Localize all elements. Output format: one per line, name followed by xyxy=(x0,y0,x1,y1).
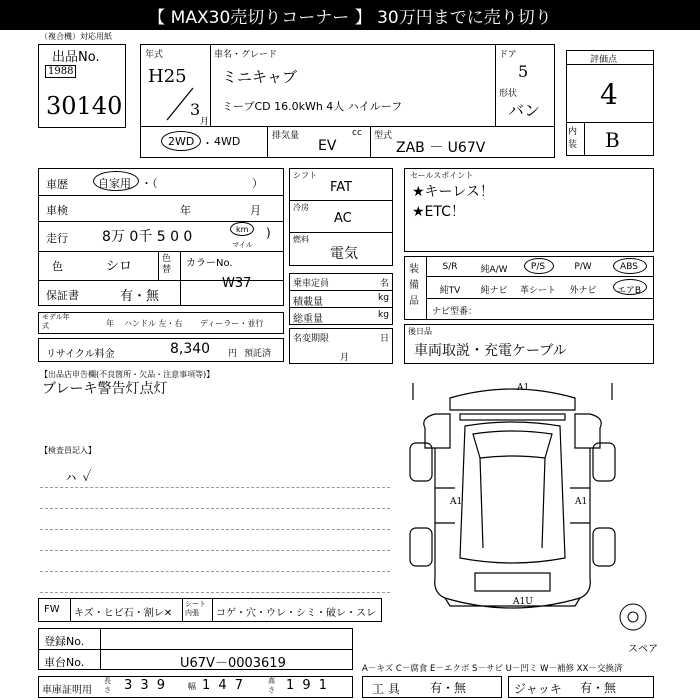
chassis-label: 車台No. xyxy=(44,656,85,669)
jack-label: ジャッキ xyxy=(514,682,562,696)
cert-label: 車庫証明用 xyxy=(42,685,92,696)
year-label: 年式 xyxy=(145,50,164,60)
color-changed: 色替 xyxy=(162,254,172,275)
equip-ps: P/S xyxy=(530,262,546,272)
damage-bottom: A1U xyxy=(513,597,533,607)
equip-airbag-circle xyxy=(613,279,647,295)
seller-notes-label: 【出品店申告欄(不良箇所・欠品・注意事項等)】 xyxy=(40,370,215,379)
color-code: W37 xyxy=(222,276,252,291)
equip-airbag: エアB xyxy=(616,286,642,296)
score-label: 評価点 xyxy=(590,55,618,65)
cert-width: 1 4 7 xyxy=(202,678,246,693)
recycle-label: リサイクル料金 xyxy=(46,349,115,360)
doors-value: 5 xyxy=(518,62,529,81)
selling-point-1: ★キーレス！ xyxy=(412,184,494,200)
equip-ps-circle xyxy=(524,258,554,274)
change-date-month: 月 xyxy=(340,353,350,363)
equip-sr: S/R xyxy=(442,262,458,272)
change-date-day: 日 xyxy=(380,334,390,344)
fw-label: FW xyxy=(44,604,60,615)
model-year-year: 年 xyxy=(106,319,114,328)
shift-value: FAT xyxy=(330,180,353,195)
fuel-value: 電気 xyxy=(330,246,358,262)
selling-point-2: ★ETC！ xyxy=(412,204,465,220)
ac-label: 冷房 xyxy=(293,203,309,212)
equip-nav-model: ナビ型番： xyxy=(432,307,478,317)
equip-ext-nav: 外ナビ xyxy=(569,286,597,296)
capacity-label: 乗車定員 xyxy=(293,279,330,289)
car-name-label: 車名・グレード xyxy=(214,50,278,60)
history-circle xyxy=(93,171,139,191)
drive-dot: ・ xyxy=(202,137,213,150)
doors-label: ドア xyxy=(499,50,517,60)
capacity-unit: 名 xyxy=(380,279,390,289)
color-value: シロ xyxy=(106,259,133,274)
recycle-value: 8,340 xyxy=(170,341,211,357)
tools-label: 工 具 xyxy=(372,682,400,696)
year-month-unit: 月 xyxy=(200,117,210,127)
inspector-mark: ㇵ ✓ xyxy=(64,469,92,485)
history-value: 自家用 xyxy=(98,177,131,190)
drive-2wd-circle xyxy=(161,131,201,151)
year-era: H25 xyxy=(148,66,187,87)
load-label: 積載量 xyxy=(293,297,323,308)
lot-number: 30140 xyxy=(46,92,123,120)
mileage-unit-km: km xyxy=(236,225,249,234)
weight-unit: kg xyxy=(378,310,389,320)
history-rest: ・（ xyxy=(141,177,158,190)
history-label: 車歴 xyxy=(46,178,68,191)
equip-pw: P/W xyxy=(574,262,592,272)
equip-tv: 純TV xyxy=(439,286,461,296)
model-label: 型式 xyxy=(374,131,393,141)
fw-text: キズ・ヒビ石・割レ✕ xyxy=(74,608,173,619)
car-grade: ミーブCD 16.0kWh 4人 ハイルーフ xyxy=(222,100,403,113)
color-label: 色 xyxy=(52,260,63,273)
after-label: 後日品 xyxy=(408,327,432,336)
interior-value: B xyxy=(605,128,620,152)
damage-legend: A－キズ C－腐食 E－エクボ S－サビ U－凹ミ W－補修 XX－交換済 xyxy=(362,664,623,674)
spare-tire-icon xyxy=(618,602,648,632)
warranty-value: 有・無 xyxy=(120,289,160,304)
seller-notes-value: ブレーキ警告灯点灯 xyxy=(42,381,168,397)
cert-height-label: 高さ xyxy=(268,677,275,694)
top-note: （複合機）対応用紙 xyxy=(40,32,112,41)
jack-value: 有・無 xyxy=(580,681,617,695)
cert-length: 3 3 9 xyxy=(124,678,168,693)
recycle-note: 預託済 xyxy=(244,349,272,359)
equip-nav: 純ナビ xyxy=(480,286,508,296)
color-code-label: カラーNo. xyxy=(186,258,233,269)
year-slash-icon xyxy=(165,86,195,122)
warranty-label: 保証書 xyxy=(46,289,79,302)
model-year-handle: ハンドル 左・右 xyxy=(124,319,183,328)
model-value: ZAB － U67V xyxy=(396,140,486,156)
change-date-label: 名変期限 xyxy=(293,334,330,344)
recycle-unit: 円 xyxy=(228,349,238,359)
inspection-year: 年 xyxy=(180,204,191,217)
car-diagram xyxy=(405,378,620,618)
cert-height: 1 9 1 xyxy=(286,678,330,693)
lot-stamp: 1988 xyxy=(45,65,76,78)
engine-label: 排気量 xyxy=(272,131,300,141)
model-year-label: モデル年式 xyxy=(42,313,70,330)
mileage-value: 8万 0千 5 0 0 xyxy=(102,229,193,245)
equip-leather: 革シート xyxy=(519,286,556,296)
cert-length-label: 長さ xyxy=(104,677,111,694)
shift-label: シフト xyxy=(293,171,317,180)
seat-text: コゲ・穴・ウレ・シミ・破レ・スレ xyxy=(216,608,376,619)
equipment-label: 装備品 xyxy=(409,264,419,307)
shape-label: 形状 xyxy=(499,89,518,99)
year-month: 3 xyxy=(190,100,201,119)
ac-value: AC xyxy=(334,211,352,226)
after-value: 車両取説・充電ケーブル xyxy=(414,343,567,359)
inspector-label: 【検査員記入】 xyxy=(40,446,96,455)
chassis-value: U67V－0003619 xyxy=(180,656,286,671)
lot-label: 出品No. xyxy=(52,50,100,65)
equip-abs-circle xyxy=(613,258,647,274)
history-close: ） xyxy=(252,177,263,190)
cert-width-label: 幅 xyxy=(188,682,196,691)
spare-label: スペア xyxy=(628,644,658,655)
damage-top: A1 xyxy=(517,383,530,393)
seat-label: シート内張 xyxy=(185,600,206,617)
tools-value: 有・無 xyxy=(430,681,467,695)
engine-value: EV xyxy=(318,138,337,154)
banner: 【 MAX30売切りコーナー 】 30万円までに売り切り xyxy=(0,0,700,30)
score-value: 4 xyxy=(600,78,618,111)
equip-abs: ABS xyxy=(620,262,638,272)
damage-left: A1 xyxy=(450,497,463,507)
inspection-month: 月 xyxy=(250,204,261,217)
drive-4wd: 4WD xyxy=(214,135,241,148)
engine-unit: cc xyxy=(352,128,362,138)
weight-label: 総重量 xyxy=(293,314,323,325)
equip-aw: 純A/W xyxy=(480,265,508,275)
damage-right: A1 xyxy=(575,497,588,507)
fuel-label: 燃料 xyxy=(293,235,309,244)
load-unit: kg xyxy=(378,293,389,303)
selling-points-label: セールスポイント xyxy=(410,171,474,180)
shape-value: バン xyxy=(508,101,541,120)
drive-2wd: 2WD xyxy=(168,135,195,148)
inspection-label: 車検 xyxy=(46,204,68,217)
interior-label: 内装 xyxy=(568,127,578,150)
car-name: ミニキャブ xyxy=(222,68,298,86)
mileage-unit-mile: マイル xyxy=(232,241,253,249)
model-year-dealer: ディーラー・並行 xyxy=(200,319,264,328)
registration-label: 登録No. xyxy=(44,635,85,648)
mileage-label: 走行 xyxy=(46,232,68,245)
mileage-km-circle xyxy=(230,222,254,236)
